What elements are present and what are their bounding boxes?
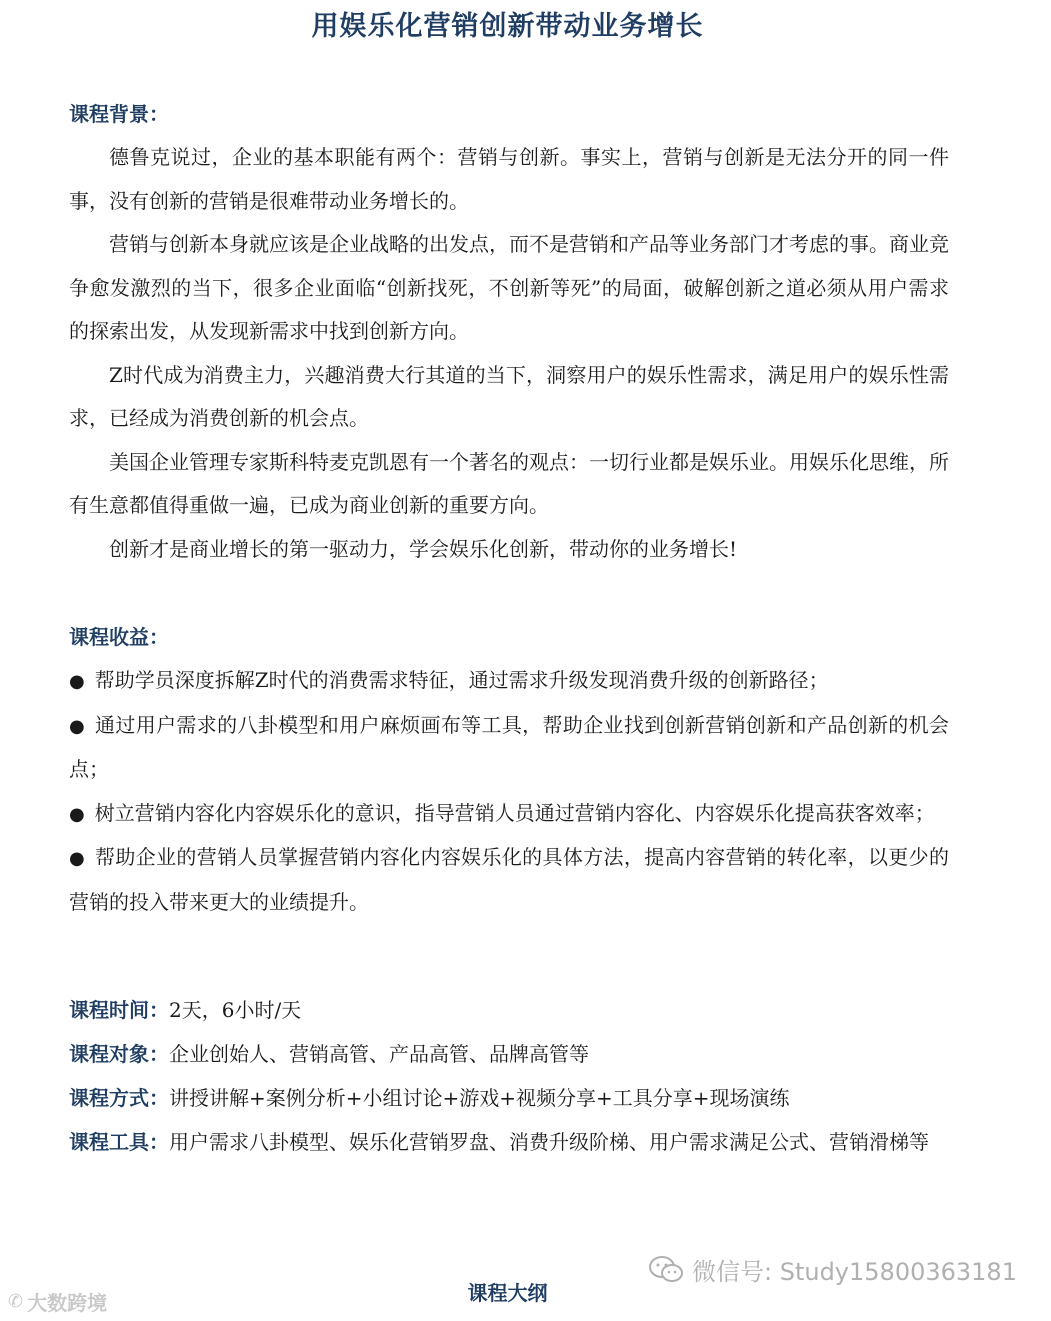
bullet-icon: ●	[69, 803, 85, 825]
background-paragraph: Z时代成为消费主力，兴趣消费大行其道的当下，洞察用户的娱乐性需求，满足用户的娱乐性需求，已经成为消费创新的机会点。	[69, 362, 949, 430]
background-paragraph: 营销与创新本身就应该是企业战略的出发点，而不是营销和产品等业务部门才考虑的事。商业竞争愈发激烈的当下，很多企业面临“创新找死，不创新等死”的局面，破解创新之道必须从用户需求的探索出发，从发现新需求中找到创新方向。	[69, 232, 949, 343]
benefit-item	[69, 792, 949, 837]
document-body	[69, 92, 949, 1164]
spacer	[69, 924, 949, 988]
wechat-id-text: 微信号: Study15800363181	[692, 1258, 1017, 1286]
benefits-heading: 课程收益：	[69, 625, 169, 649]
benefit-text: 树立营销内容化内容娱乐化的意识，指导营销人员通过营销内容化、内容娱乐化提高获客效率；	[94, 800, 935, 825]
info-value: 用户需求八卦模型、娱乐化营销罗盘、消费升级阶梯、用户需求满足公式、营销滑梯等	[169, 1130, 929, 1154]
outline-heading: 课程大纲	[467, 1281, 548, 1305]
info-value: 讲授讲解+案例分析+小组讨论+游戏+视频分享+工具分享+现场演练	[169, 1086, 790, 1110]
bullet-icon: ●	[69, 671, 85, 692]
info-method	[69, 1076, 949, 1120]
benefit-item	[69, 659, 949, 704]
info-tools	[69, 1120, 949, 1164]
background-paragraph: 德鲁克说过，企业的基本职能有两个：营销与创新。事实上，营销与创新是无法分开的同一件事，没有创新的营销是很难带动业务增长的。	[69, 145, 949, 213]
bullet-icon: ●	[69, 848, 86, 869]
document-title: 用娱乐化营销创新带动业务增长	[311, 11, 704, 42]
source-watermark-text: 大数跨境	[27, 1291, 108, 1315]
info-label: 课程时间：	[69, 998, 169, 1022]
logo-icon: ✆	[8, 1291, 24, 1312]
background-heading: 课程背景：	[69, 102, 169, 126]
benefit-text: 帮助企业的营销人员掌握营销内容化内容娱乐化的具体方法，提高内容营销的转化率，以更少的营销的投入带来更大的业绩提升。	[69, 845, 949, 914]
info-course-time	[69, 988, 949, 1032]
benefit-item	[69, 836, 949, 924]
bullet-icon: ●	[69, 715, 86, 737]
benefit-item	[69, 704, 949, 792]
benefit-text: 帮助学员深度拆解Z时代的消费需求特征，通过需求升级发现消费升级的创新路径；	[94, 668, 829, 692]
benefit-text: 通过用户需求的八卦模型和用户麻烦画布等工具，帮助企业找到创新营销创新和产品创新的机会点；	[69, 712, 949, 781]
info-value: 2天，6小时/天	[169, 998, 302, 1022]
spacer	[69, 571, 949, 615]
info-label: 课程工具：	[69, 1130, 169, 1154]
info-label: 课程对象：	[69, 1042, 169, 1066]
background-paragraph: 美国企业管理专家斯科特麦克凯恩有一个著名的观点：一切行业都是娱乐业。用娱乐化思维，所有生意都值得重做一遍，已成为商业创新的重要方向。	[69, 449, 949, 517]
background-paragraph: 创新才是商业增长的第一驱动力，学会娱乐化创新，带动你的业务增长!	[109, 536, 738, 561]
info-value: 企业创始人、营销高管、产品高管、品牌高管等	[169, 1042, 589, 1066]
info-audience	[69, 1032, 949, 1076]
info-label: 课程方式：	[69, 1086, 169, 1110]
